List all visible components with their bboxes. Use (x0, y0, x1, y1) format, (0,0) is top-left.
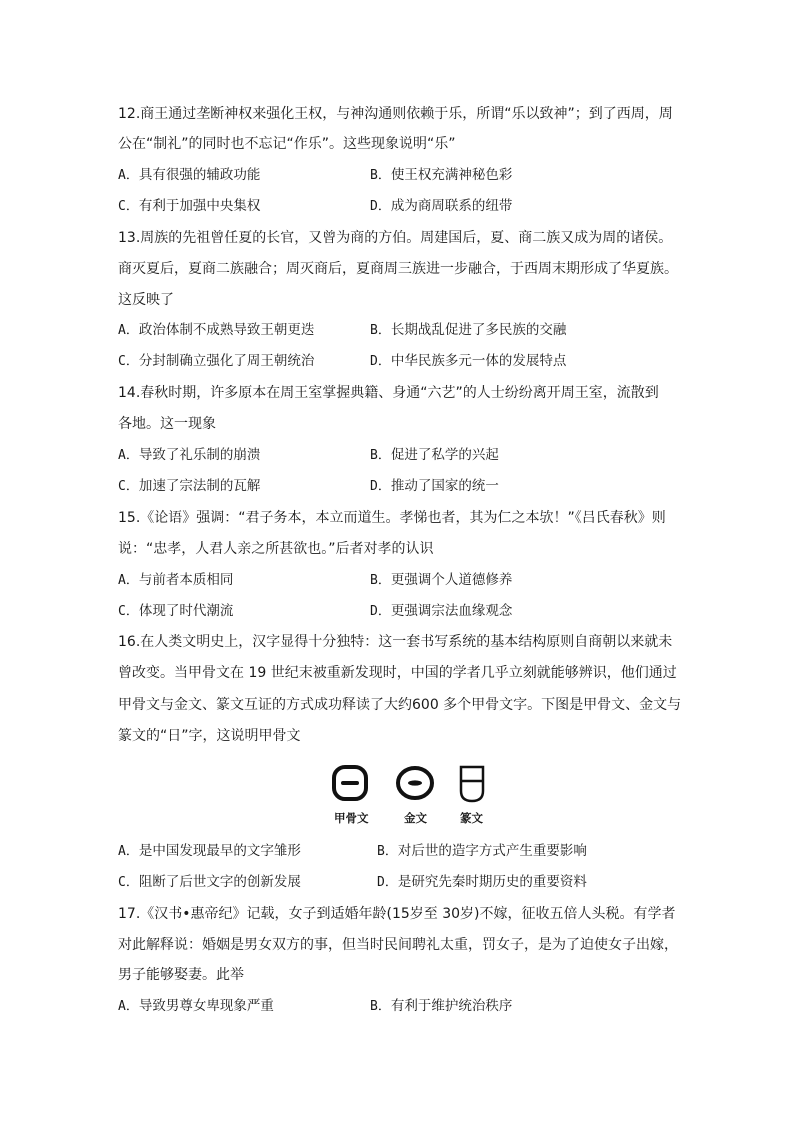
question-15-option-a[interactable]: A．与前者本质相同 (118, 572, 234, 588)
question-12-option-d[interactable]: D．成为商周联系的纽带 (370, 198, 513, 214)
question-12-stem-line-2: 公在“制礼”的同时也不忘记“作乐”。这些现象说明“乐” (118, 136, 456, 152)
question-16-stem-line-3: 甲骨文与金文、篆文互证的方式成功释读了大约600 多个甲骨文字。下图是甲骨文、金文与 (118, 697, 682, 713)
question-15-option-c[interactable]: C．体现了时代潮流 (118, 603, 234, 619)
seal-label: 篆文 (460, 811, 483, 825)
question-17-stem-line-1: 17.《汉书•惠帝纪》记载，女子到适婚年龄(15岁至 30岁)不嫁，征收五倍人头税。有学者 (118, 906, 676, 922)
question-13-option-d[interactable]: D．中华民族多元一体的发展特点 (370, 353, 567, 369)
question-15-option-d[interactable]: D．更强调宗法血缘观念 (370, 603, 513, 619)
question-12-option-b[interactable]: B．使王权充满神秘色彩 (370, 167, 513, 183)
question-16-option-a[interactable]: A．是中国发现最早的文字雏形 (118, 843, 301, 859)
question-15-stem-line-2: 说：“忠孝，人君人亲之所甚欲也。”后者对孝的认识 (118, 541, 434, 557)
question-14-option-d[interactable]: D．推动了国家的统一 (370, 478, 499, 494)
question-13-option-c[interactable]: C．分封制确立强化了周王朝统治 (118, 353, 315, 369)
question-12-option-c[interactable]: C．有利于加强中央集权 (118, 198, 261, 214)
question-15-stem-line-1: 15.《论语》强调：“君子务本，本立而道生。孝悌也者，其为仁之本欤！”《吕氏春秋》则 (118, 510, 666, 526)
question-16-stem-line-2: 曾改变。当甲骨文在 19 世纪末被重新发现时，中国的学者几乎立刻就能够辨识，他们通过 (118, 665, 677, 681)
question-15-option-b[interactable]: B．更强调个人道德修养 (370, 572, 513, 588)
question-12-option-a[interactable]: A．具有很强的辅政功能 (118, 167, 261, 183)
question-16-stem-line-4: 篆文的“日”字，这说明甲骨文 (118, 728, 301, 744)
question-17-stem-line-2: 对此解释说：婚姻是男女双方的事，但当时民间聘礼太重，罚女子，是为了迫使女子出嫁， (118, 937, 678, 953)
question-16-option-c[interactable]: C．阻断了后世文字的创新发展 (118, 874, 301, 890)
question-12-stem-line-1: 12.商王通过垄断神权来强化王权，与神沟通则依赖于乐，所谓“乐以致神”；到了西周，周 (118, 106, 673, 122)
question-17-stem-line-3: 男子能够娶妻。此举 (118, 967, 244, 983)
question-13-option-b[interactable]: B．长期战乱促进了多民族的交融 (370, 322, 567, 338)
question-14-option-a[interactable]: A．导致了礼乐制的崩溃 (118, 447, 261, 463)
question-14-option-c[interactable]: C．加速了宗法制的瓦解 (118, 478, 261, 494)
question-13-stem-line-2: 商灭夏后，夏商二族融合；周灭商后，夏商周三族进一步融合，于西周末期形成了华夏族。 (118, 261, 678, 277)
question-13-option-a[interactable]: A．政治体制不成熟导致王朝更迭 (118, 322, 315, 338)
question-17-option-a[interactable]: A．导致男尊女卑现象严重 (118, 998, 274, 1014)
bronze-ri-stroke (408, 780, 422, 785)
ri-character-figure (330, 763, 500, 827)
oracle-bone-label: 甲骨文 (334, 811, 369, 825)
question-16-stem-line-1: 16.在人类文明史上，汉字显得十分独特：这一套书写系统的基本结构原则自商朝以来就未 (118, 634, 673, 650)
question-16-option-d[interactable]: D．是研究先秦时期历史的重要资料 (377, 874, 587, 890)
seal-ri-glyph (461, 767, 483, 801)
question-17-option-b[interactable]: B．有利于维护统治秩序 (370, 998, 513, 1014)
ri-glyphs-svg (330, 763, 500, 809)
question-14-stem-line-2: 各地。这一现象 (118, 416, 216, 432)
question-13-stem-line-3: 这反映了 (118, 292, 174, 308)
question-14-stem-line-1: 14.春秋时期，许多原本在周王室掌握典籍、身通“六艺”的人士纷纷离开周王室，流散到 (118, 385, 659, 401)
question-14-option-b[interactable]: B．促进了私学的兴起 (370, 447, 499, 463)
question-13-stem-line-1: 13.周族的先祖曾任夏的长官，又曾为商的方伯。周建国后，夏、商二族又成为周的诸侯。 (118, 230, 673, 246)
question-16-option-b[interactable]: B．对后世的造字方式产生重要影响 (377, 843, 587, 859)
bronze-label: 金文 (404, 811, 427, 825)
